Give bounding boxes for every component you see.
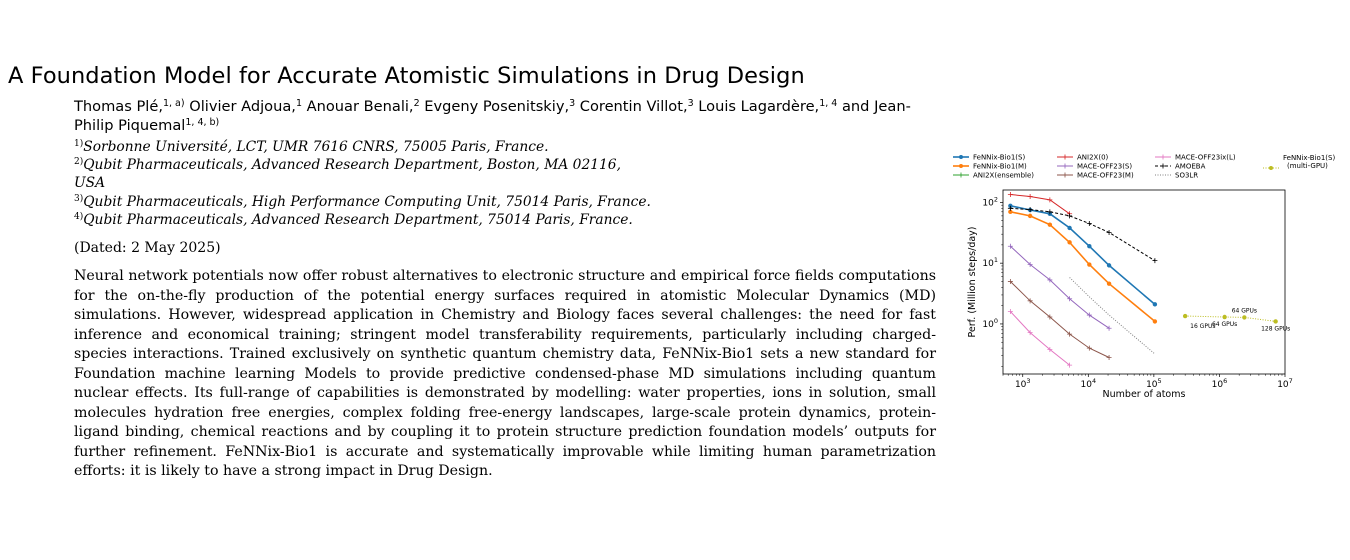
legend-label: ANI2X(0) (1077, 153, 1109, 162)
author-affiliation-marker: 3 (569, 98, 576, 109)
legend-marker (959, 173, 964, 178)
author-list (74, 97, 944, 135)
legend-label: FeNNix-Bio1(S) (973, 153, 1026, 162)
data-point (1067, 240, 1071, 244)
performance-chart (945, 145, 1345, 405)
gpu-annotation: 16 GPUs (1190, 323, 1216, 331)
data-point (1183, 314, 1187, 318)
legend-label: MACE-OFF23(M) (1077, 171, 1134, 180)
x-axis-label: Number of atoms (1102, 389, 1186, 400)
series-line-ani2x-0 (1010, 195, 1069, 214)
legend-entry (1155, 163, 1206, 171)
legend-label: MACE-OFF23(S) (1077, 162, 1133, 171)
author-name: Jean-Philip Piquemal (74, 98, 911, 134)
data-point (1067, 226, 1071, 230)
author-affiliation-marker: 1, 4 (819, 98, 838, 109)
author-affiliation-marker: 2 (413, 98, 420, 109)
data-point (1222, 315, 1226, 319)
data-point (1107, 263, 1111, 267)
affiliation-2-cont: USA (74, 175, 106, 191)
author-name: Corentin Villot, (579, 98, 688, 115)
series-line-mace-off23-m (1010, 282, 1109, 358)
gpu-annotation: 128 GPUs (1261, 325, 1291, 333)
dated-line: (Dated: 2 May 2025) (74, 240, 221, 256)
data-point (1028, 194, 1033, 199)
legend-marker (959, 164, 963, 168)
data-point (1107, 355, 1112, 360)
legend-label: FeNNix-Bio1(M) (973, 162, 1027, 171)
legend-marker (1063, 173, 1068, 178)
author-name: Louis Lagardère, (698, 98, 820, 115)
data-point (1008, 192, 1013, 197)
abstract: Neural network potentials now offer robust alternatives to electronic structure and empirical force fields computations for the on-the-fly production of the potential energy surfaces required in atomistic Molecular Dynamics (MD) simulations. However, widespread application in Chemistry and Biology faces several challenges: the need for fast inference and economical training; stringent model transferability requirements, particularly including charged-species interactions. Trained exclusively on synthetic quantum chemistry data, FeNNix-Bio1 sets a new standard for Foundation machine learning Models to provide predictive condensed-phase MD simulations including quantum nuclear effects. Its full-range of capabilities is demonstrated by modelling: water properties, ions in solution, small molecules hydration free energies, complex folding free-energy landscapes, large-scale protein dynamics, protein-ligand binding, chemical reactions and by coupling it to protein structure prediction foundation models’ outputs for further refinement. FeNNix-Bio1 is accurate and systematically improvable while limiting human parametrization efforts: it is likely to have a strong impact in Drug Design. (74, 268, 936, 479)
y-tick-label: $10^2$ (982, 195, 998, 209)
author-conjunction: and (841, 98, 870, 115)
legend-entry (1155, 154, 1236, 162)
data-point (1107, 230, 1112, 235)
legend-entry (1155, 172, 1198, 180)
data-point (1028, 207, 1033, 212)
legend-label: MACE-OFF23ix(L) (1175, 153, 1236, 162)
data-point (1048, 222, 1052, 226)
legend-entry (1057, 163, 1132, 171)
legend-label: AMOEBA (1175, 162, 1206, 171)
gpu-annotation: 64 GPUs (1231, 307, 1258, 315)
x-tick-label: $10^7$ (1277, 377, 1293, 390)
legend-entry (1057, 154, 1109, 162)
data-point (1152, 258, 1157, 263)
affiliation-1: $^{1)}$Sorbonne Université, LCT, UMR 7616 CNRS, 75005 Paris, France. (74, 139, 549, 155)
data-point (1153, 302, 1157, 306)
author-name: Anouar Benali, (306, 98, 414, 115)
legend-entry (953, 154, 1025, 162)
legend-entry (1057, 172, 1134, 180)
series-line-mace-off23ix-l (1010, 312, 1069, 366)
legend-entry (953, 172, 1034, 180)
data-point (1242, 315, 1246, 319)
author-name: Olivier Adjoua, (189, 98, 296, 115)
legend-marker (959, 155, 963, 159)
legend-marker (1161, 155, 1166, 160)
y-tick-label: $10^1$ (982, 256, 998, 270)
legend-marker (1063, 164, 1068, 169)
data-point (1087, 221, 1092, 226)
legend-label: FeNNix-Bio1(S) (multi-GPU) (1283, 154, 1336, 170)
data-point (1087, 262, 1091, 266)
author-affiliation-marker: 1, 4, b) (185, 117, 220, 128)
author-affiliation-marker: 3 (687, 98, 694, 109)
author-affiliation-marker: 1 (295, 98, 302, 109)
x-tick-label: $10^3$ (1014, 377, 1031, 390)
author-name: Thomas Plé, (74, 98, 163, 115)
data-point (1028, 214, 1032, 218)
legend-label: ANI2X(ensemble) (973, 171, 1035, 180)
x-tick-label: $10^5$ (1146, 377, 1162, 390)
legend-marker (1063, 155, 1068, 160)
paper-title: A Foundation Model for Accurate Atomistic Simulations in Drug Design (8, 63, 805, 89)
gpu-annotation: 64 GPUs (1211, 321, 1238, 329)
legend-label: SO3LR (1175, 171, 1199, 180)
x-tick-label: $10^6$ (1211, 377, 1228, 390)
data-point (1273, 319, 1277, 323)
series-line-so3lr (1070, 278, 1155, 355)
legend-entry (953, 163, 1027, 171)
plot-frame (1003, 190, 1285, 374)
legend-marker (1161, 164, 1166, 169)
data-point (1107, 281, 1111, 285)
series-line-mace-off23-s (1010, 246, 1109, 328)
y-axis-label: Perf. (Million steps/day) (967, 226, 978, 338)
affiliation-4: $^{4)}$Qubit Pharmaceuticals, Advanced Research Department, 75014 Paris, France. (74, 212, 633, 228)
affiliation-3: $^{3)}$Qubit Pharmaceuticals, High Performance Computing Unit, 75014 Paris, France. (74, 194, 651, 210)
author-affiliation-marker: 1, a) (162, 98, 185, 109)
affiliation-2: $^{2)}$Qubit Pharmaceuticals, Advanced Research Department, Boston, MA 02116, (74, 157, 621, 173)
data-point (1087, 244, 1091, 248)
y-tick-label: $10^0$ (982, 316, 998, 330)
legend-entry (1263, 154, 1335, 170)
data-point (1153, 319, 1157, 323)
x-tick-label: $10^4$ (1080, 377, 1097, 390)
author-name: Evgeny Posenitskiy, (424, 98, 570, 115)
legend-marker (1269, 166, 1273, 170)
